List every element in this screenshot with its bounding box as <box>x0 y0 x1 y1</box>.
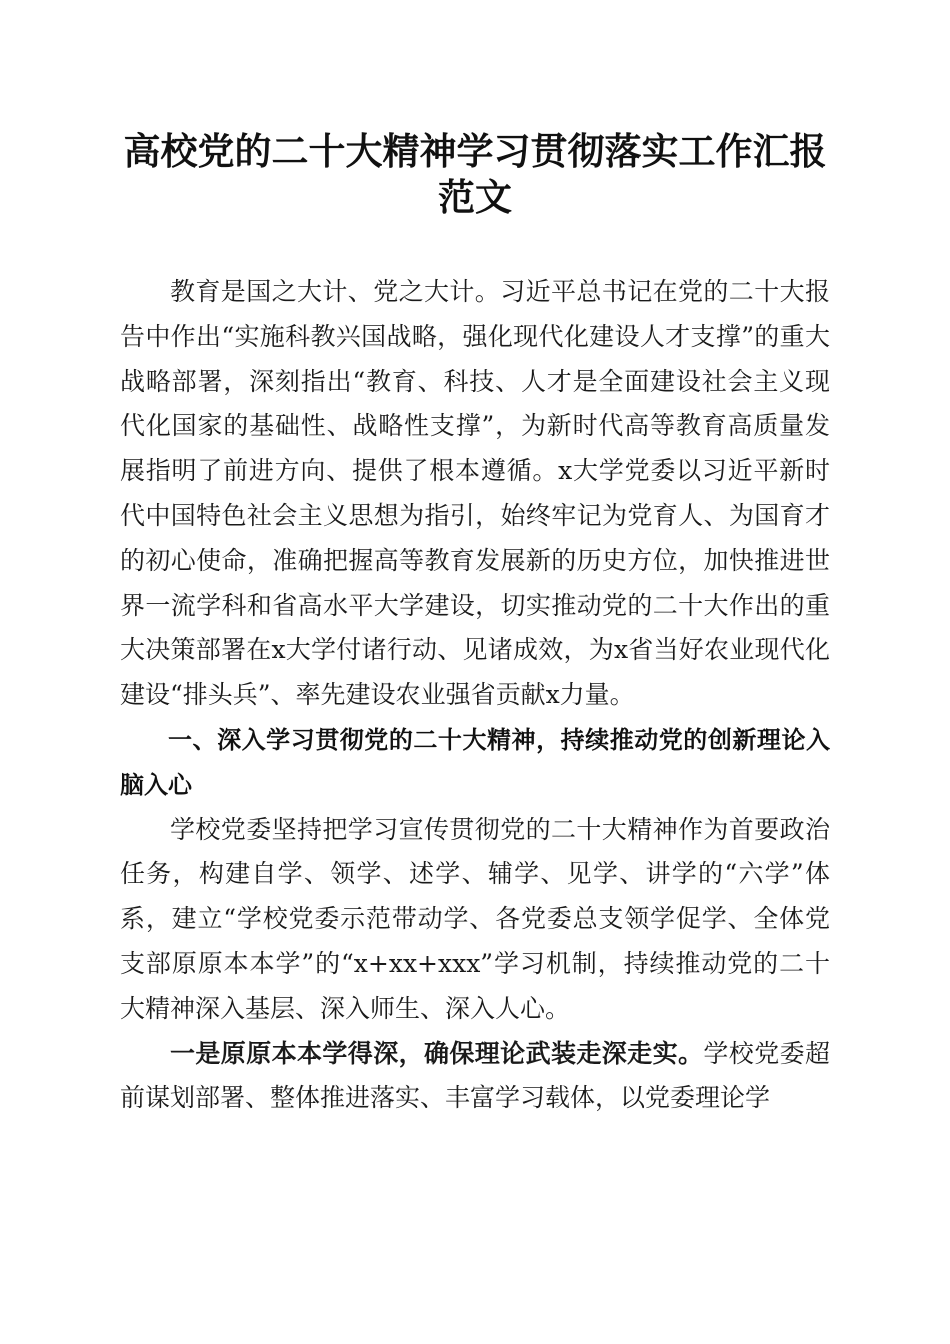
intro-paragraph: 教育是国之大计、党之大计。习近平总书记在党的二十大报告中作出“实施科教兴国战略，强化现代化建设人才支撑”的重大战略部署，深刻指出“教育、科技、人才是全面建设社会主义现代化国家的基础性、战略性支撑”，为新时代高等教育高质量发展指明了前进方向、提供了根本遵循。x大学党委以习近平新时代中国特色社会主义思想为指引，始终牢记为党育人、为国育才的初心使命，准确把握高等教育发展新的历史方位，加快推进世界一流学科和省高水平大学建设，切实推动党的二十大作出的重大决策部署在x大学付诸行动、见诸成效，为x省当好农业现代化建设“排头兵”、率先建设农业强省贡献x力量。 <box>120 277 830 710</box>
document-title: 高校党的二十大精神学习贯彻落实工作汇报范文 <box>123 129 827 219</box>
point-1-text: 学校党委超前谋划部署、整体推进落实、丰富学习载体，以党委理论学 <box>120 1038 830 1113</box>
section-1-heading: 一、深入学习贯彻党的二十大精神，持续推动党的创新理论入脑入心 <box>120 725 830 799</box>
point-1-paragraph <box>120 1032 830 1122</box>
section-1-paragraph: 学校党委坚持把学习宣传贯彻党的二十大精神作为首要政治任务，构建自学、领学、述学、辅学、见学、讲学的“六学”体系，建立“学校党委示范带动学、各党委总支领学促学、全体党支部原原本本学”的“x+xx+xxx”学习机制，持续推动党的二十大精神深入基层、深入师生、深入人心。 <box>120 814 830 1023</box>
point-1-lead: 一是原原本本学得深，确保理论武装走深走实。 <box>170 1038 704 1068</box>
